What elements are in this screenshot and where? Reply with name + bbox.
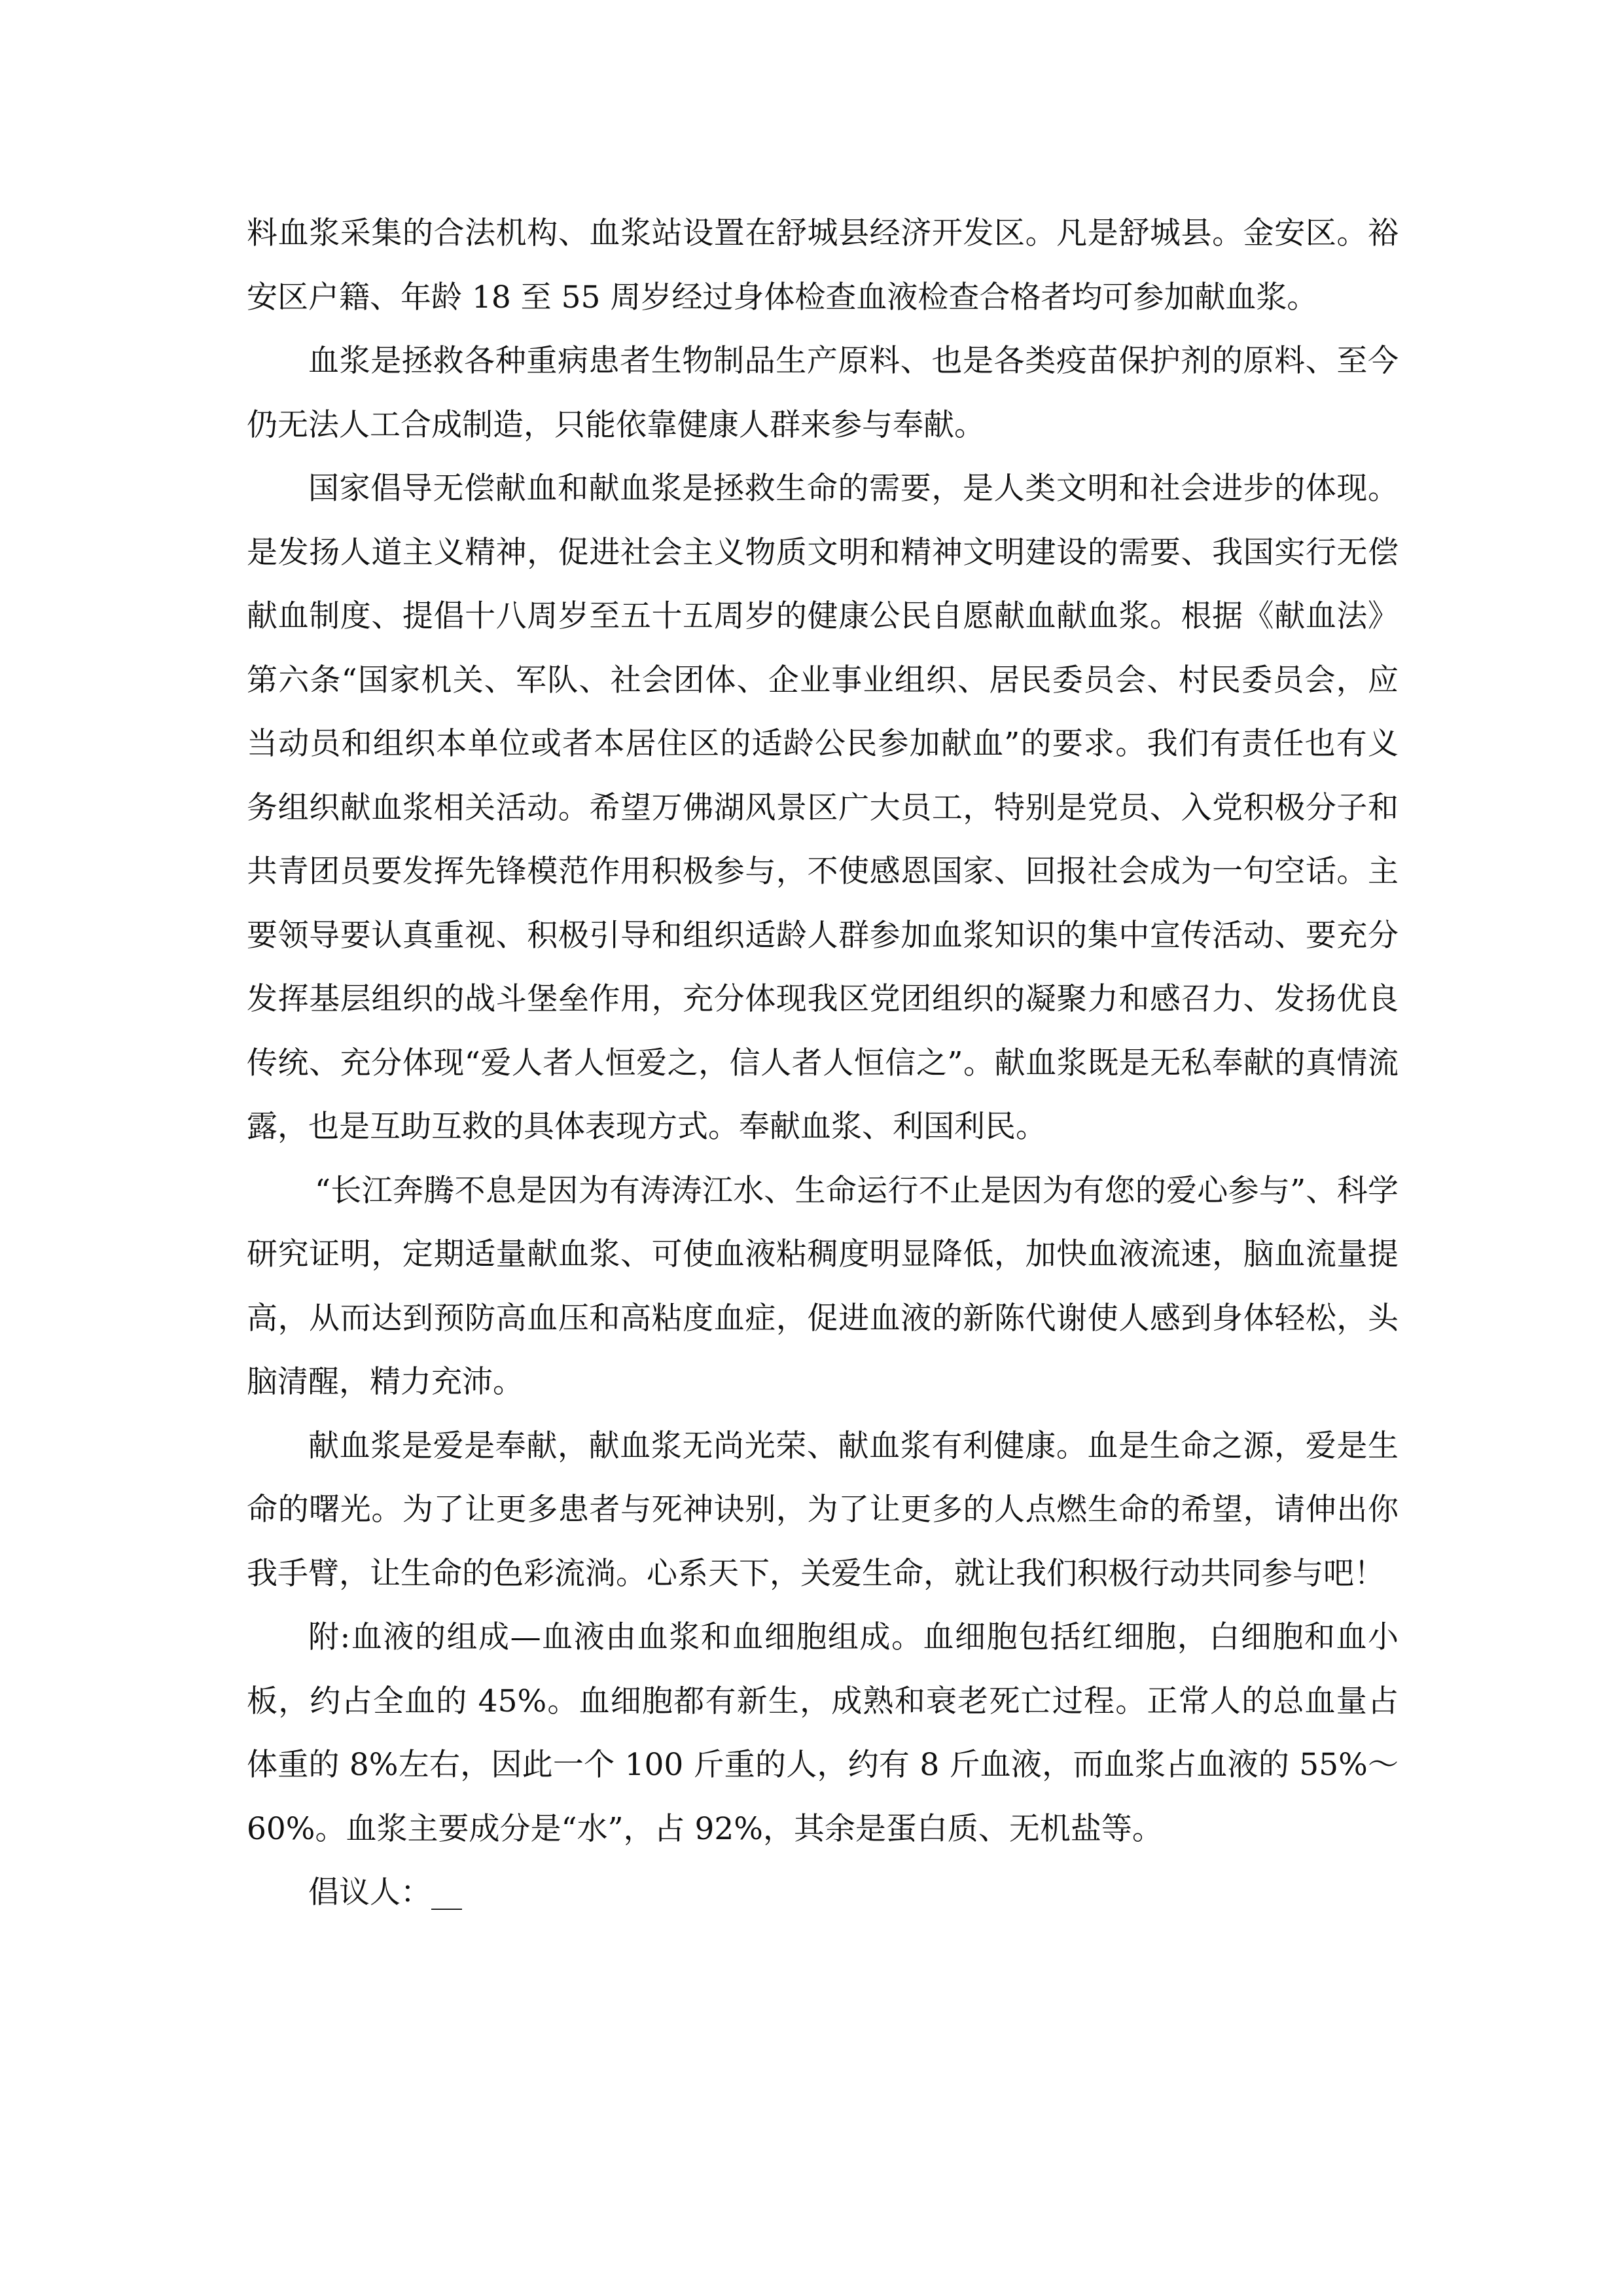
paragraph-plasma-importance: 血浆是拯救各种重病患者生物制品生产原料、也是各类疫苗保护剂的原料、至今仍无法人工合成制造，只能依靠健康人群来参与奉献。: [247, 343, 1399, 443]
paragraph-call-to-action: 献血浆是爱是奉献，献血浆无尚光荣、献血浆有利健康。血是生命之源，爱是生命的曙光。为了让更多患者与死神诀别，为了让更多的人点燃生命的希望，请伸出你我手臂，让生命的色彩流淌。心系天下，关爱生命，就让我们积极行动共同参与吧！: [247, 1427, 1399, 1592]
paragraph-national-policy: 国家倡导无偿献血和献血浆是拯救生命的需要，是人类文明和社会进步的体现。是发扬人道主义精神，促进社会主义物质文明和精神文明建设的需要、我国实行无偿献血制度、提倡十八周岁至五十五周岁的健康公民自愿献血献血浆。根据《献血法》第六条“国家机关、军队、社会团体、企业事业组织、居民委员会、村民委员会，应当动员和组织本单位或者本居住区的适龄公民参加献血”的要求。我们有责任也有义务组织献血浆相关活动。希望万佛湖风景区广大员工，特别是党员、入党积极分子和共青团员要发挥先锋模范作用积极参与，不使感恩国家、回报社会成为一句空话。主要领导要认真重视、积极引导和组织适龄人群参加血浆知识的集中宣传活动、要充分发挥基层组织的战斗堡垒作用，充分体现我区党团组织的凝聚力和感召力、发扬优良传统、充分体现“爱人者人恒爱之，信人者人恒信之”。献血浆既是无私奉献的真情流露，也是互助互救的具体表现方式。奉献血浆、利国利民。: [247, 471, 1399, 1145]
signature-line: 倡议人：__: [308, 1874, 462, 1910]
paragraph-continuation: 料血浆采集的合法机构、血浆站设置在舒城县经济开发区。凡是舒城县。金安区。裕安区户籍、年龄 18 至 55 周岁经过身体检查血液检查合格者均可参加献血浆。: [247, 215, 1399, 315]
paragraph-appendix-blood-composition: 附:血液的组成—血液由血浆和血细胞组成。血细胞包括红细胞，白细胞和血小板，约占全血的 45%。血细胞都有新生，成熟和衰老死亡过程。正常人的总血量占体重的 8%左右，因此一个 100 斤重的人，约有 8 斤血液，而血浆占血液的 55%～60%。血浆主要成分是“水”，占 92%，其余是蛋白质、无机盐等。: [247, 1619, 1399, 1847]
document-body: [247, 202, 1399, 1925]
paragraph-health-benefits: “长江奔腾不息是因为有涛涛江水、生命运行不止是因为有您的爱心参与”、科学研究证明，定期适量献血浆、可使血液粘稠度明显降低，加快血液流速，脑血流量提高，从而达到预防高血压和高粘度血症，促进血液的新陈代谢使人感到身体轻松，头脑清醒，精力充沛。: [247, 1172, 1399, 1400]
